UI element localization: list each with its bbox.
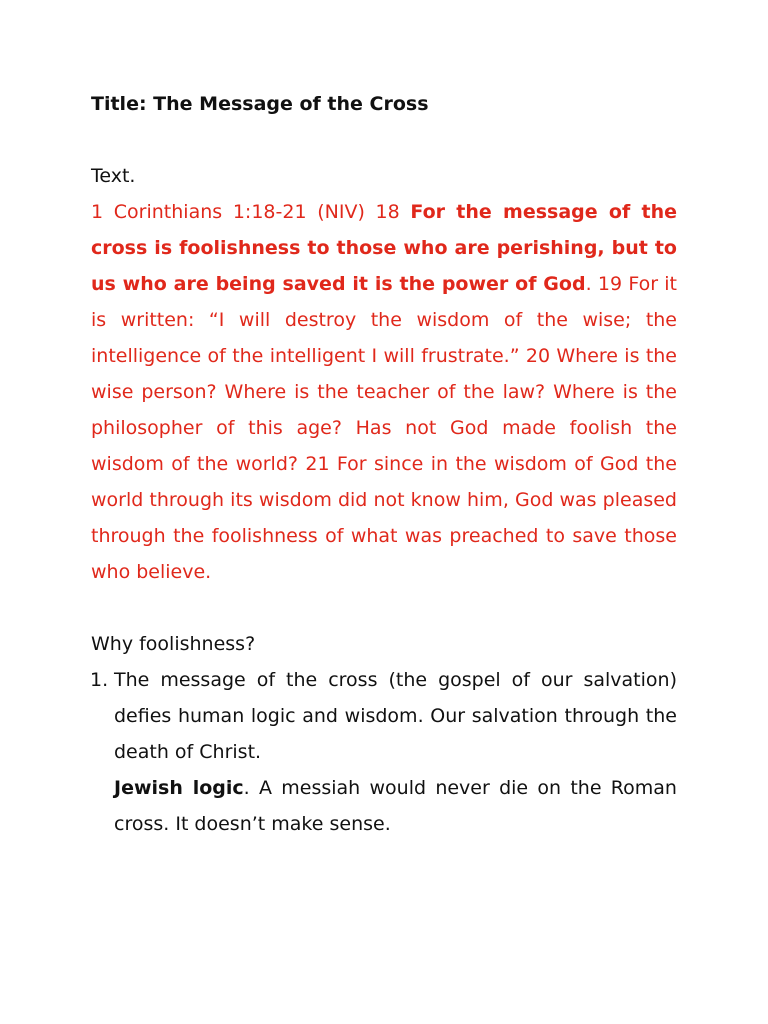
subpoint-text: . A messiah would never die on the Roman cross. It doesn’t make sense. (114, 777, 677, 835)
scripture-reference: 1 Corinthians 1:18-21 (NIV) 18 (91, 201, 411, 223)
list-item-text: The message of the cross (the gospel of our salvation) defies human logic and wisdom. Our salvation through the death of Christ. (114, 669, 677, 763)
point-list (91, 662, 677, 842)
scripture-continuation: . 19 For it is written: “I will destroy the wisdom of the wise; the intelligence of the intelligent I will frustrate.” 20 Where is the wise person? Where is the teacher of the law? Where is the philosopher of this age? Has not God made foolish the wisdom of the world? 21 For since in the wisdom of God the world through its wisdom did not know him, God was pleased through the foolishness of what was preached to save those who believe. (91, 273, 677, 583)
list-item (91, 662, 677, 770)
section-question: Why foolishness? (91, 633, 256, 655)
list-item-number: 1. (90, 669, 109, 691)
document-title: Title: The Message of the Cross (91, 93, 429, 115)
list-item-subpoint (91, 770, 677, 842)
document-page (91, 86, 677, 842)
scripture-bold-verse: For the message of the cross is foolishness to those who are perishing, but to us who are being saved it is the power of God (91, 201, 677, 295)
subpoint-heading: Jewish logic (114, 777, 244, 799)
scripture-passage (91, 194, 677, 590)
text-label: Text. (91, 165, 136, 187)
